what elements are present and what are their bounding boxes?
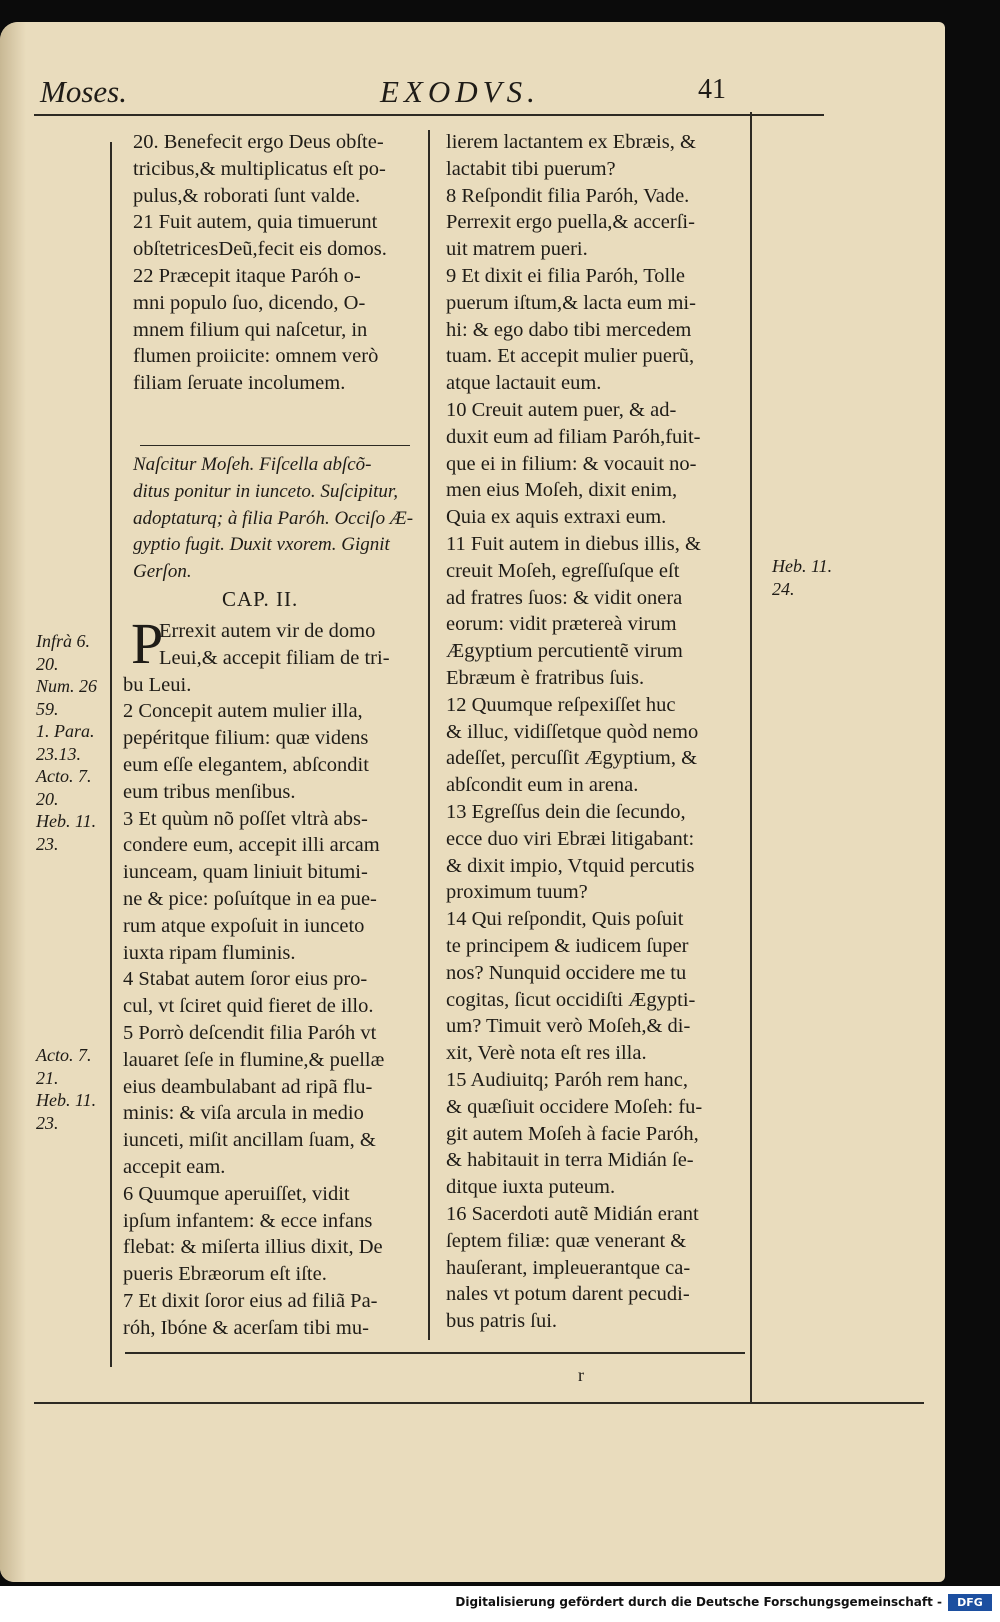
text-line: & habitauit in terra Midián ſe-	[446, 1149, 694, 1172]
text-line: rum atque expoſuit in iunceto	[123, 914, 365, 937]
text-line: mni populo ſuo, dicendo, O-	[133, 291, 366, 314]
text-line: & dixit impio, Vtquid percutis	[446, 854, 695, 877]
text-line: flumen proiicite: omnem verò	[133, 345, 379, 368]
margin-note-right-1: Heb. 11. 24.	[772, 556, 833, 599]
text-line: mnem filium qui naſcetur, in	[133, 318, 368, 341]
text-line: nos? Nunquid occidere me tu	[446, 961, 687, 984]
text-line: Ebræum è fratribus ſuis.	[446, 667, 645, 689]
text-line: cul, vt ſciret quid fieret de illo.	[123, 995, 374, 1018]
text-line: 13 Egreſſus dein die ſecundo,	[446, 801, 686, 823]
text-line: 6 Quumque aperuiſſet, vidit	[123, 1182, 350, 1205]
dfg-logo: DFG	[948, 1594, 992, 1611]
book-page	[0, 22, 945, 1582]
text-line: que ei in filium: & vocauit no-	[446, 452, 697, 475]
text-line: eius deambulabant ad ripã flu-	[123, 1075, 373, 1098]
text-line: 15 Audiuitq; Paróh rem hanc,	[446, 1069, 688, 1091]
text-line: Leui,& accepit filiam de tri-	[159, 646, 390, 669]
text-line: 2 Concepit autem mulier illa,	[123, 700, 363, 723]
text-line: hauſerant, impleuerantque ca-	[446, 1256, 691, 1279]
text-line: ſeptem filiæ: quæ venerant &	[446, 1229, 687, 1252]
text-line: minis: & viſa arcula in medio	[123, 1102, 364, 1125]
text-line: eorum: vidit prætereà virum	[446, 613, 677, 636]
text-line: 4 Stabat autem ſoror eius pro-	[123, 968, 368, 991]
left-margin-rule	[110, 142, 112, 1367]
text-line: 22 Præcepit itaque Paróh o-	[133, 265, 361, 287]
text-line: ne & pice: poſuítque in ea pue-	[123, 888, 377, 910]
text-line: 5 Porrò deſcendit filia Paróh vt	[123, 1022, 377, 1044]
text-line: tricibus,& multiplicatus eſt po-	[133, 157, 386, 180]
text-line: te principem & iudicem ſuper	[446, 935, 689, 957]
text-line: iunceam, quam liniuit bitumi-	[123, 861, 368, 884]
text-line: 12 Quumque reſpexiſſet huc	[446, 693, 676, 716]
text-line: pueris Ebræorum eſt iſte.	[123, 1263, 327, 1286]
text-line: 3 Et quùm nõ poſſet vltrà abs-	[123, 807, 368, 830]
text-line: & quæſiuit occidere Moſeh: fu-	[446, 1095, 703, 1118]
summary-line: Naſcitur Moſeh. Fiſcella abſcõ-	[133, 454, 372, 475]
text-bottom-rule	[125, 1352, 745, 1354]
text-line: tuam. Et accepit mulier puerũ,	[446, 345, 695, 368]
drop-cap: P	[131, 611, 164, 676]
summary-rule	[140, 445, 410, 446]
text-line: git autem Moſeh à facie Paróh,	[446, 1122, 699, 1145]
chapter-heading: CAP. II.	[222, 587, 299, 611]
summary-line: gyptio fugit. Duxit vxorem. Gignit	[133, 534, 390, 556]
text-line: abſcondit eum in arena.	[446, 774, 639, 797]
text-line: puerum iſtum,& lacta eum mi-	[446, 291, 696, 314]
text-line: 11 Fuit autem in diebus illis, &	[446, 533, 701, 555]
text-line: flebat: & miſerta illius dixit, De	[123, 1236, 383, 1259]
text-line: accepit eam.	[123, 1156, 226, 1178]
text-line: bu Leui.	[123, 673, 192, 696]
text-line: pepéritque filium: quæ videns	[123, 727, 369, 750]
summary-line: Gerſon.	[133, 561, 192, 583]
text-line: nales vt potum darent pecudi-	[446, 1283, 690, 1306]
text-line: lactabit tibi puerum?	[446, 157, 616, 180]
text-line: Errexit autem vir de domo	[159, 620, 376, 642]
text-line: xit, Verè nota eſt res illa.	[446, 1042, 647, 1065]
margin-note-left-2: Acto. 7. 21. Heb. 11. 23.	[36, 1045, 97, 1133]
text-line: men eius Moſeh, dixit enim,	[446, 479, 678, 502]
text-line: Perrexit ergo puella,& accerſi-	[446, 211, 695, 234]
text-line: 14 Qui reſpondit, Quis poſuit	[446, 908, 684, 931]
text-line: 21 Fuit autem, quia timuerunt	[133, 211, 378, 234]
text-line: 16 Sacerdoti autẽ Midián erant	[446, 1203, 699, 1225]
text-line: ecce duo viri Ebræi litigabant:	[446, 827, 695, 850]
text-line: ad fratres ſuos: & vidit onera	[446, 586, 683, 609]
header-rule	[34, 114, 824, 116]
text-line: bus patris ſui.	[446, 1310, 558, 1333]
text-line: 9 Et dixit ei filia Paróh, Tolle	[446, 265, 686, 287]
text-line: Ægyptium percutientẽ virum	[446, 640, 683, 663]
scan-background	[945, 22, 1000, 1582]
text-line: iunceti, miſit ancillam ſuam, &	[123, 1129, 376, 1152]
text-line: condere eum, accepit illi arcam	[123, 834, 380, 857]
text-line: iuxta ripam fluminis.	[123, 941, 296, 964]
text-line: 8 Reſpondit filia Paróh, Vade.	[446, 184, 690, 207]
page-number: 41	[698, 74, 726, 105]
text-line: 7 Et dixit ſoror eius ad filiã Pa-	[123, 1290, 378, 1312]
text-line: proximum tuum?	[446, 881, 588, 904]
page-bottom-rule	[34, 1402, 924, 1404]
text-line: filiam ſeruate incolumem.	[133, 372, 346, 395]
summary-line: ditus ponitur in iunceto. Suſcipitur,	[133, 480, 398, 502]
text-line: róh, Ibóne & acerſam tibi mu-	[123, 1316, 369, 1339]
text-line: Quia ex aquis extraxi eum.	[446, 506, 667, 529]
running-head-title: EXODVS.	[380, 74, 540, 109]
text-line: um? Timuit verò Moſeh,& di-	[446, 1015, 691, 1038]
margin-note-left-1: Infrà 6. 20. Num. 26 59. 1. Para. 23.13. Acto. 7. 20. Heb. 11. 23.	[36, 631, 98, 854]
text-line: lauaret ſeſe in flumine,& puellæ	[123, 1048, 385, 1071]
text-line: 10 Creuit autem puer, & ad-	[446, 399, 677, 421]
text-line: cogitas, ſicut occidiſti Ægypti-	[446, 988, 696, 1011]
text-line: lierem lactantem ex Ebræis, &	[446, 131, 696, 153]
funding-credit: Digitalisierung gefördert durch die Deutsche Forschungsgemeinschaft -	[455, 1595, 942, 1609]
text-line: ipſum infantem: & ecce infans	[123, 1209, 373, 1232]
text-line: eum tribus menſibus.	[123, 780, 296, 803]
text-line: eum eſſe elegantem, abſcondit	[123, 754, 369, 776]
text-line: adeſſet, percuſſit Ægyptium, &	[446, 747, 698, 770]
text-line: creuit Moſeh, egreſſuſque eſt	[446, 559, 680, 582]
column-divider	[428, 130, 430, 1340]
text-line: hi: & ego dabo tibi mercedem	[446, 318, 692, 341]
text-line: & illuc, vidiſſetque quòd nemo	[446, 720, 699, 743]
text-line: 20. Benefecit ergo Deus obſte-	[133, 131, 384, 153]
signature-mark: r	[578, 1365, 584, 1385]
right-margin-rule	[750, 112, 752, 1402]
text-line: ditque iuxta puteum.	[446, 1176, 616, 1199]
running-head-left: Moses.	[40, 74, 127, 109]
text-line: uit matrem pueri.	[446, 238, 588, 261]
text-line: atque lactauit eum.	[446, 372, 602, 395]
footer-bar	[0, 1586, 1000, 1622]
summary-line: adoptaturq; à filia Paróh. Occiſo Æ-	[133, 507, 414, 529]
text-line: duxit eum ad filiam Paróh,fuit-	[446, 425, 701, 448]
text-line: pulus,& roborati ſunt valde.	[133, 184, 361, 207]
text-line: obſtetricesDeũ,fecit eis domos.	[133, 238, 387, 261]
